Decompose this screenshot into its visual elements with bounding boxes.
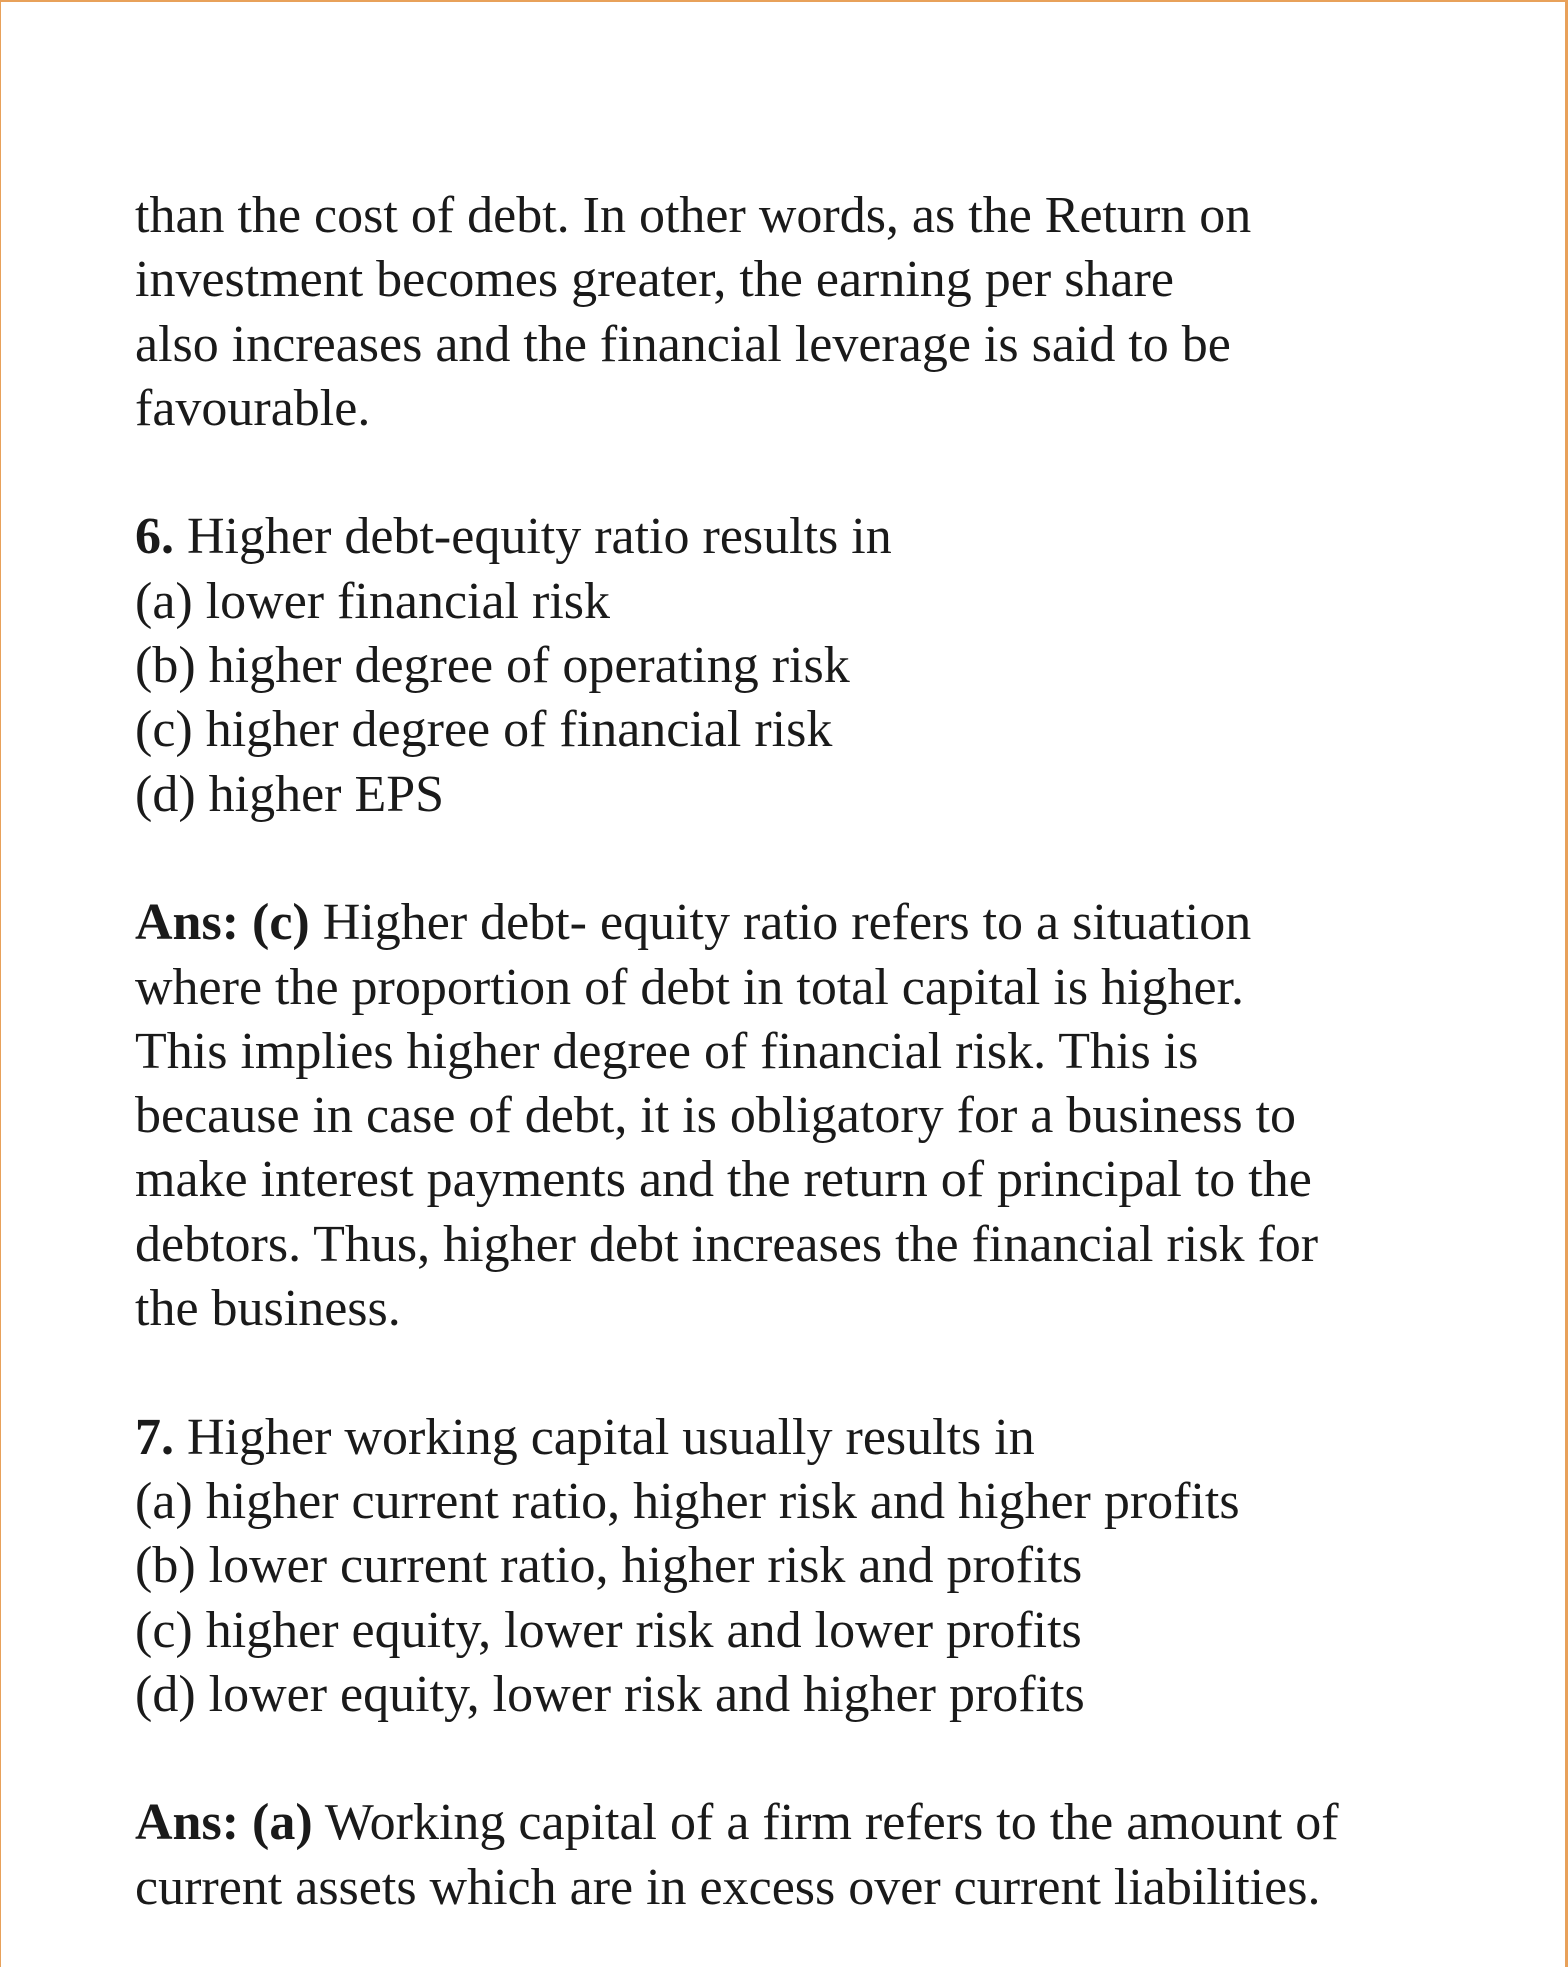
- answer-7-lead: Working capital of a firm refers to the amount of: [324, 1794, 1339, 1852]
- question-7-option-c: (c) higher equity, lower risk and lower profits: [135, 1601, 1082, 1659]
- answer-6-line: This implies higher degree of financial risk. This is: [135, 1022, 1199, 1080]
- answer-6-line: because in case of debt, it is obligatory for a business to: [135, 1087, 1297, 1145]
- question-7-option-a: (a) higher current ratio, higher risk and higher profits: [135, 1472, 1240, 1530]
- question-6-text: Higher debt-equity ratio results in: [187, 508, 892, 566]
- answer-6-label: Ans: (c): [135, 894, 310, 952]
- intro-line: investment becomes greater, the earning per share: [135, 251, 1174, 309]
- question-6-option-d: (d) higher EPS: [135, 765, 445, 823]
- intro-paragraph: [135, 184, 1535, 441]
- question-6: [135, 505, 1535, 826]
- intro-line: also increases and the financial leverage is said to be: [135, 315, 1231, 373]
- question-7: [135, 1406, 1535, 1727]
- intro-line: favourable.: [135, 379, 371, 437]
- answer-6: [135, 891, 1535, 1341]
- question-6-option-a: (a) lower financial risk: [135, 572, 611, 630]
- question-6-option-c: (c) higher degree of financial risk: [135, 701, 833, 759]
- answer-6-line: the business.: [135, 1280, 401, 1338]
- question-7-stem: [135, 1406, 1535, 1470]
- question-7-option-d: (d) lower equity, lower risk and higher profits: [135, 1665, 1085, 1723]
- answer-7-line: current assets which are in excess over current liabilities.: [135, 1858, 1321, 1916]
- answer-6-first-line: [135, 891, 1535, 955]
- question-6-option-b: (b) higher degree of operating risk: [135, 637, 850, 695]
- intro-line: than the cost of debt. In other words, as the Return on: [135, 187, 1252, 244]
- answer-7-first-line: [135, 1791, 1535, 1855]
- answer-6-line: make interest payments and the return of principal to the: [135, 1151, 1312, 1209]
- answer-7: [135, 1791, 1535, 1920]
- question-7-text: Higher working capital usually results in: [187, 1408, 1035, 1466]
- page-content: [135, 184, 1535, 1920]
- question-6-number: 6.: [135, 508, 174, 566]
- answer-6-line: debtors. Thus, higher debt increases the financial risk for: [135, 1215, 1319, 1273]
- answer-7-label: Ans: (a): [135, 1794, 313, 1852]
- question-6-stem: [135, 505, 1535, 569]
- answer-6-lead: Higher debt- equity ratio refers to a situation: [322, 894, 1252, 952]
- question-7-number: 7.: [135, 1408, 174, 1466]
- answer-6-line: where the proportion of debt in total capital is higher.: [135, 958, 1245, 1016]
- question-7-option-b: (b) lower current ratio, higher risk and profits: [135, 1537, 1083, 1595]
